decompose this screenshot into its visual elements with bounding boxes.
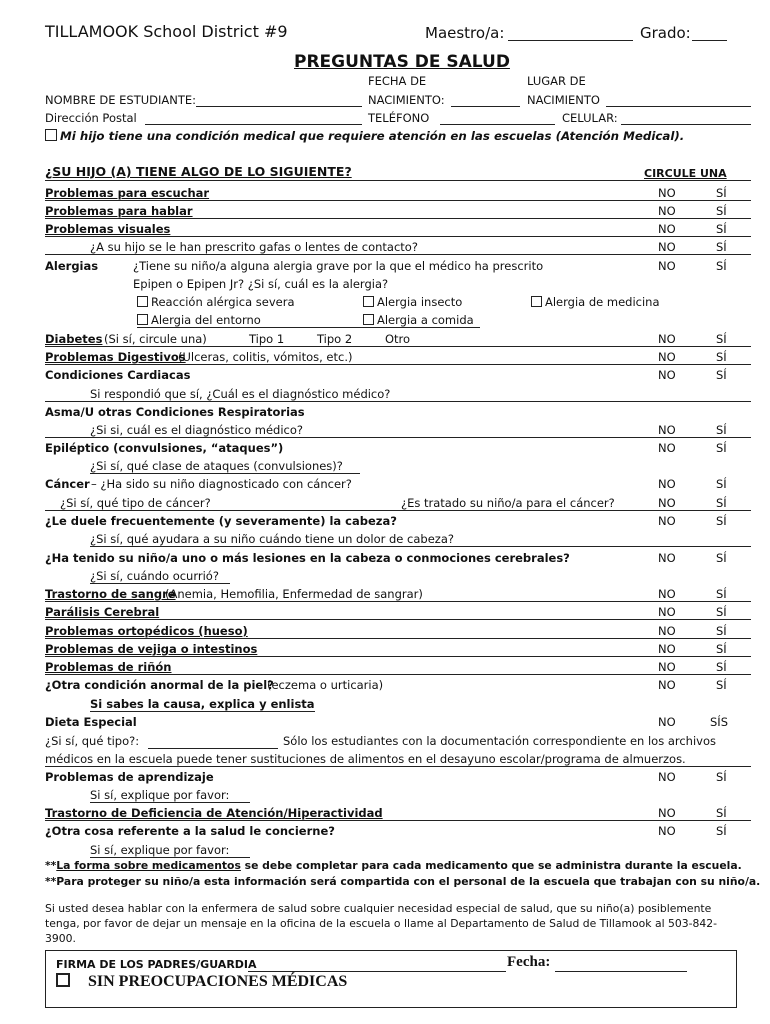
row-rule (45, 254, 751, 255)
direccion-label: Dirección Postal (45, 111, 137, 125)
item-diabetes-note: (Si sí, circule una) (104, 332, 207, 346)
answer-no[interactable]: NO (658, 678, 676, 692)
item-dieta-note2: médicos en la escuela puede tener sustituciones de alimentos en el desayuno escolar/programa de almuerzos. (45, 752, 686, 766)
answer-si[interactable]: SÍ (716, 551, 727, 565)
item-cardiacas-q: Si respondió que sí, ¿Cuál es el diagnóstico médico? (90, 387, 391, 401)
fecha-nacimiento-field[interactable] (451, 106, 520, 107)
row-rule (45, 346, 751, 347)
answer-si[interactable]: SÍ (716, 806, 727, 820)
row-rule (45, 364, 751, 365)
answer-si[interactable]: SÍ (716, 496, 727, 510)
answer-si[interactable]: SÍ (716, 514, 727, 528)
celular-field[interactable] (621, 124, 751, 125)
maestro-field[interactable] (508, 40, 633, 41)
item-alergias: Alergias (45, 259, 99, 273)
answer-no[interactable]: NO (658, 259, 676, 273)
item-alergias-q2: Epipen o Epipen Jr? ¿Si sí, cuál es la alergia? (133, 277, 389, 291)
row-rule (137, 327, 480, 328)
item-dieta-note1: Sólo los estudiantes con la documentación correspondiente en los archivos (283, 734, 717, 748)
item-visuales: Problemas visuales (45, 222, 171, 236)
row-rule (45, 218, 751, 219)
item-gafas: ¿A su hijo se le han prescrito gafas o lentes de contacto? (90, 240, 418, 254)
answer-no[interactable]: NO (658, 624, 676, 638)
row-rule (45, 510, 751, 511)
item-aprendizaje: Problemas de aprendizaje (45, 770, 214, 784)
checkbox-icon[interactable] (137, 296, 148, 307)
answer-no[interactable]: NO (658, 642, 676, 656)
section-question: ¿SU HIJO (A) TIENE ALGO DE LO SIGUIENTE? (45, 164, 352, 179)
answer-no[interactable]: NO (658, 715, 676, 729)
item-hablar: Problemas para hablar (45, 204, 193, 218)
dieta-tipo-field[interactable] (148, 748, 278, 749)
answer-si[interactable]: SÍ (716, 222, 727, 236)
answer-no[interactable]: NO (658, 551, 676, 565)
item-piel-note: (eczema o urticaria) (267, 678, 384, 692)
row-rule (45, 401, 751, 402)
item-cancer: Cáncer (45, 477, 90, 491)
item-dieta-q: ¿Si sí, qué tipo?: (45, 734, 140, 748)
answer-si[interactable]: SÍ (716, 240, 727, 254)
answer-si[interactable]: SÍ (716, 678, 727, 692)
item-explique: Si sí, explique por favor: (90, 788, 230, 802)
page-title: PREGUNTAS DE SALUD (294, 52, 510, 72)
item-asma: Asma/U otras Condiciones Respiratorias (45, 405, 305, 419)
checkbox-icon[interactable] (45, 129, 57, 141)
fecha-field[interactable] (555, 971, 687, 972)
checkbox-icon[interactable] (56, 973, 70, 987)
item-asma-q: ¿Si si, cuál es el diagnóstico médico? (90, 423, 304, 437)
item-reaccion[interactable]: Reacción alérgica severa (137, 295, 295, 309)
item-paralisis: Parálisis Cerebral (45, 605, 160, 619)
answer-si[interactable]: SÍ (716, 423, 727, 437)
medical-attention-row[interactable] (45, 129, 684, 143)
lugar-nacimiento-field[interactable] (606, 106, 751, 107)
item-vejiga: Problemas de vejiga o intestinos (45, 642, 258, 656)
item-explique: Si sí, explique por favor: (90, 843, 230, 857)
answer-si[interactable]: SÍ (716, 642, 727, 656)
maestro-label: Maestro/a: (425, 24, 505, 42)
row-rule (45, 200, 751, 201)
item-digestivos-note: (Ulceras, colitis, vómitos, etc.) (178, 350, 353, 364)
nombre-label: NOMBRE DE ESTUDIANTE: (45, 93, 197, 107)
item-sangre-note: (Anemia, Hemofilia, Enfermedad de sangrar) (165, 587, 423, 601)
answer-no[interactable]: NO (658, 441, 676, 455)
answer-si[interactable]: SÍ (716, 259, 727, 273)
answer-si[interactable]: SÍS (710, 715, 728, 729)
row-rule (45, 437, 751, 438)
checkbox-icon[interactable] (363, 296, 374, 307)
item-tdah: Trastorno de Deficiencia de Atención/Hiperactividad (45, 806, 383, 820)
answer-si[interactable]: SÍ (716, 587, 727, 601)
answer-no[interactable]: NO (658, 605, 676, 619)
answer-no[interactable]: NO (658, 332, 676, 346)
item-otro: Otro (385, 332, 411, 346)
item-cancer-tipo: ¿Si sí, qué tipo de cáncer? (60, 496, 211, 510)
medication-form-link[interactable]: La forma sobre medicamentos (56, 859, 241, 872)
row-rule (90, 583, 230, 584)
item-cabeza: ¿Le duele frecuentemente (y severamente) la cabeza? (45, 514, 397, 528)
answer-si[interactable]: SÍ (716, 660, 727, 674)
row-rule (90, 473, 360, 474)
item-tipo2: Tipo 2 (317, 332, 353, 346)
telefono-label: TELÉFONO (368, 111, 430, 125)
answer-no[interactable]: NO (658, 368, 676, 382)
answer-si[interactable]: SÍ (716, 605, 727, 619)
medication-note: **La forma sobre medicamentos se debe completar para cada medicamento que se administra durante la escuela. (45, 859, 742, 872)
answer-si[interactable]: SÍ (716, 350, 727, 364)
answer-no[interactable]: NO (658, 587, 676, 601)
answer-no[interactable]: NO (658, 824, 676, 838)
item-cardiacas: Condiciones Cardiacas (45, 368, 191, 382)
row-rule (45, 236, 751, 237)
item-piel: ¿Otra condición anormal de la piel? (45, 678, 274, 692)
row-rule (90, 802, 250, 803)
item-lesiones-q: ¿Si sí, cuándo ocurrió? (90, 569, 219, 583)
row-rule (45, 638, 751, 639)
item-ortopedicos: Problemas ortopédicos (hueso) (45, 624, 248, 638)
item-escuchar: Problemas para escuchar (45, 186, 210, 200)
checkbox-icon[interactable] (137, 314, 148, 325)
item-tipo1: Tipo 1 (249, 332, 285, 346)
nombre-field[interactable] (196, 106, 362, 107)
grado-label: Grado: (640, 24, 691, 42)
medical-attention-label: Mi hijo tiene una condición medical que requiere atención en las escuelas (Atención Medical). (60, 129, 685, 143)
item-entorno[interactable]: Alergia del entorno (137, 313, 261, 327)
item-diabetes: Diabetes (45, 332, 103, 346)
row-rule (45, 656, 751, 657)
fecha-label: Fecha: (507, 954, 551, 970)
item-piel-q: Si sabes la causa, explica y enlista (90, 697, 315, 711)
answer-no[interactable]: NO (658, 806, 676, 820)
telefono-field[interactable] (440, 124, 555, 125)
item-digestivos: Problemas Digestivos (45, 350, 186, 364)
item-medicina[interactable]: Alergia de medicina (531, 295, 660, 309)
answer-no[interactable]: NO (658, 514, 676, 528)
row-rule (90, 857, 250, 858)
answer-si[interactable]: SÍ (716, 204, 727, 218)
nurse-para-3: 3900. (45, 932, 76, 945)
item-cancer-q: – ¿Ha sido su niño diagnosticado con cáncer? (91, 477, 352, 491)
checkbox-icon[interactable] (531, 296, 542, 307)
circle-one-label: CIRCULE UNA (644, 167, 727, 180)
answer-no[interactable]: NO (658, 204, 676, 218)
item-sangre: Trastorno de sangre (45, 587, 176, 601)
firma-label: FIRMA DE LOS PADRES/GUARDIA (56, 958, 257, 971)
privacy-note: **Para proteger su niño/a esta información será compartida con el personal de la escuela que trabajan con su niño/a. (45, 875, 761, 888)
grado-field[interactable] (692, 40, 727, 41)
answer-no[interactable]: NO (658, 496, 676, 510)
fecha-top-label: FECHA DE (368, 74, 427, 88)
answer-si[interactable]: SÍ (716, 624, 727, 638)
answer-si[interactable]: SÍ (716, 824, 727, 838)
answer-no[interactable]: NO (658, 423, 676, 437)
item-cancer-tratado: ¿Es tratado su niño/a para el cáncer? (401, 496, 615, 510)
answer-no[interactable]: NO (658, 240, 676, 254)
answer-no[interactable]: NO (658, 477, 676, 491)
item-lesiones: ¿Ha tenido su niño/a uno o más lesiones en la cabeza o conmociones cerebrales? (45, 551, 570, 565)
row-rule (45, 766, 751, 767)
item-epileptico-q: ¿Si sí, qué clase de ataques (convulsiones)? (90, 459, 343, 473)
item-comida[interactable]: Alergia a comida (363, 313, 474, 327)
answer-si[interactable]: SÍ (716, 368, 727, 382)
lugar-top-label: LUGAR DE (527, 74, 586, 88)
answer-si[interactable]: SÍ (716, 770, 727, 784)
item-otra: ¿Otra cosa referente a la salud le concierne? (45, 824, 335, 838)
row-rule (90, 546, 751, 547)
item-insecto[interactable]: Alergia insecto (363, 295, 462, 309)
checkbox-icon[interactable] (363, 314, 374, 325)
answer-no[interactable]: NO (658, 222, 676, 236)
nacimiento2-label: NACIMIENTO (527, 93, 600, 107)
nacimiento-label: NACIMIENTO: (368, 93, 445, 107)
nurse-para-2: tenga, por favor de dejar un mensaje en la oficina de la escuela o llame al Departamento de Salud de Tillamook al 503-842- (45, 917, 718, 930)
row-rule (90, 711, 315, 712)
firma-field[interactable] (248, 971, 506, 972)
no-concerns-row[interactable] (56, 973, 347, 991)
direccion-field[interactable] (145, 124, 362, 125)
answer-no[interactable]: NO (658, 350, 676, 364)
answer-si[interactable]: SÍ (716, 441, 727, 455)
celular-label: CELULAR: (562, 111, 618, 125)
row-rule (45, 820, 751, 821)
no-concerns-label: SIN PREOCUPACIONES MÉDICAS (88, 973, 348, 990)
answer-si[interactable]: SÍ (716, 332, 727, 346)
answer-si[interactable]: SÍ (716, 477, 727, 491)
answer-no[interactable]: NO (658, 660, 676, 674)
answer-no[interactable]: NO (658, 186, 676, 200)
answer-si[interactable]: SÍ (716, 186, 727, 200)
nurse-para-1: Si usted desea hablar con la enfermera de salud sobre cualquier necesidad especial de salud, que su niño(a) posiblemente (45, 902, 712, 915)
item-rinon: Problemas de riñón (45, 660, 172, 674)
item-dieta: Dieta Especial (45, 715, 137, 729)
district-name: TILLAMOOK School District #9 (45, 22, 288, 41)
row-rule (45, 619, 751, 620)
item-cabeza-q: ¿Si sí, qué ayudara a su niño cuándo tiene un dolor de cabeza? (90, 532, 454, 546)
row-rule (45, 674, 751, 675)
answer-no[interactable]: NO (658, 770, 676, 784)
item-alergias-q1: ¿Tiene su niño/a alguna alergia grave por la que el médico ha prescrito (133, 259, 544, 273)
item-epileptico: Epiléptico (convulsiones, “ataques”) (45, 441, 284, 455)
row-rule (45, 601, 751, 602)
